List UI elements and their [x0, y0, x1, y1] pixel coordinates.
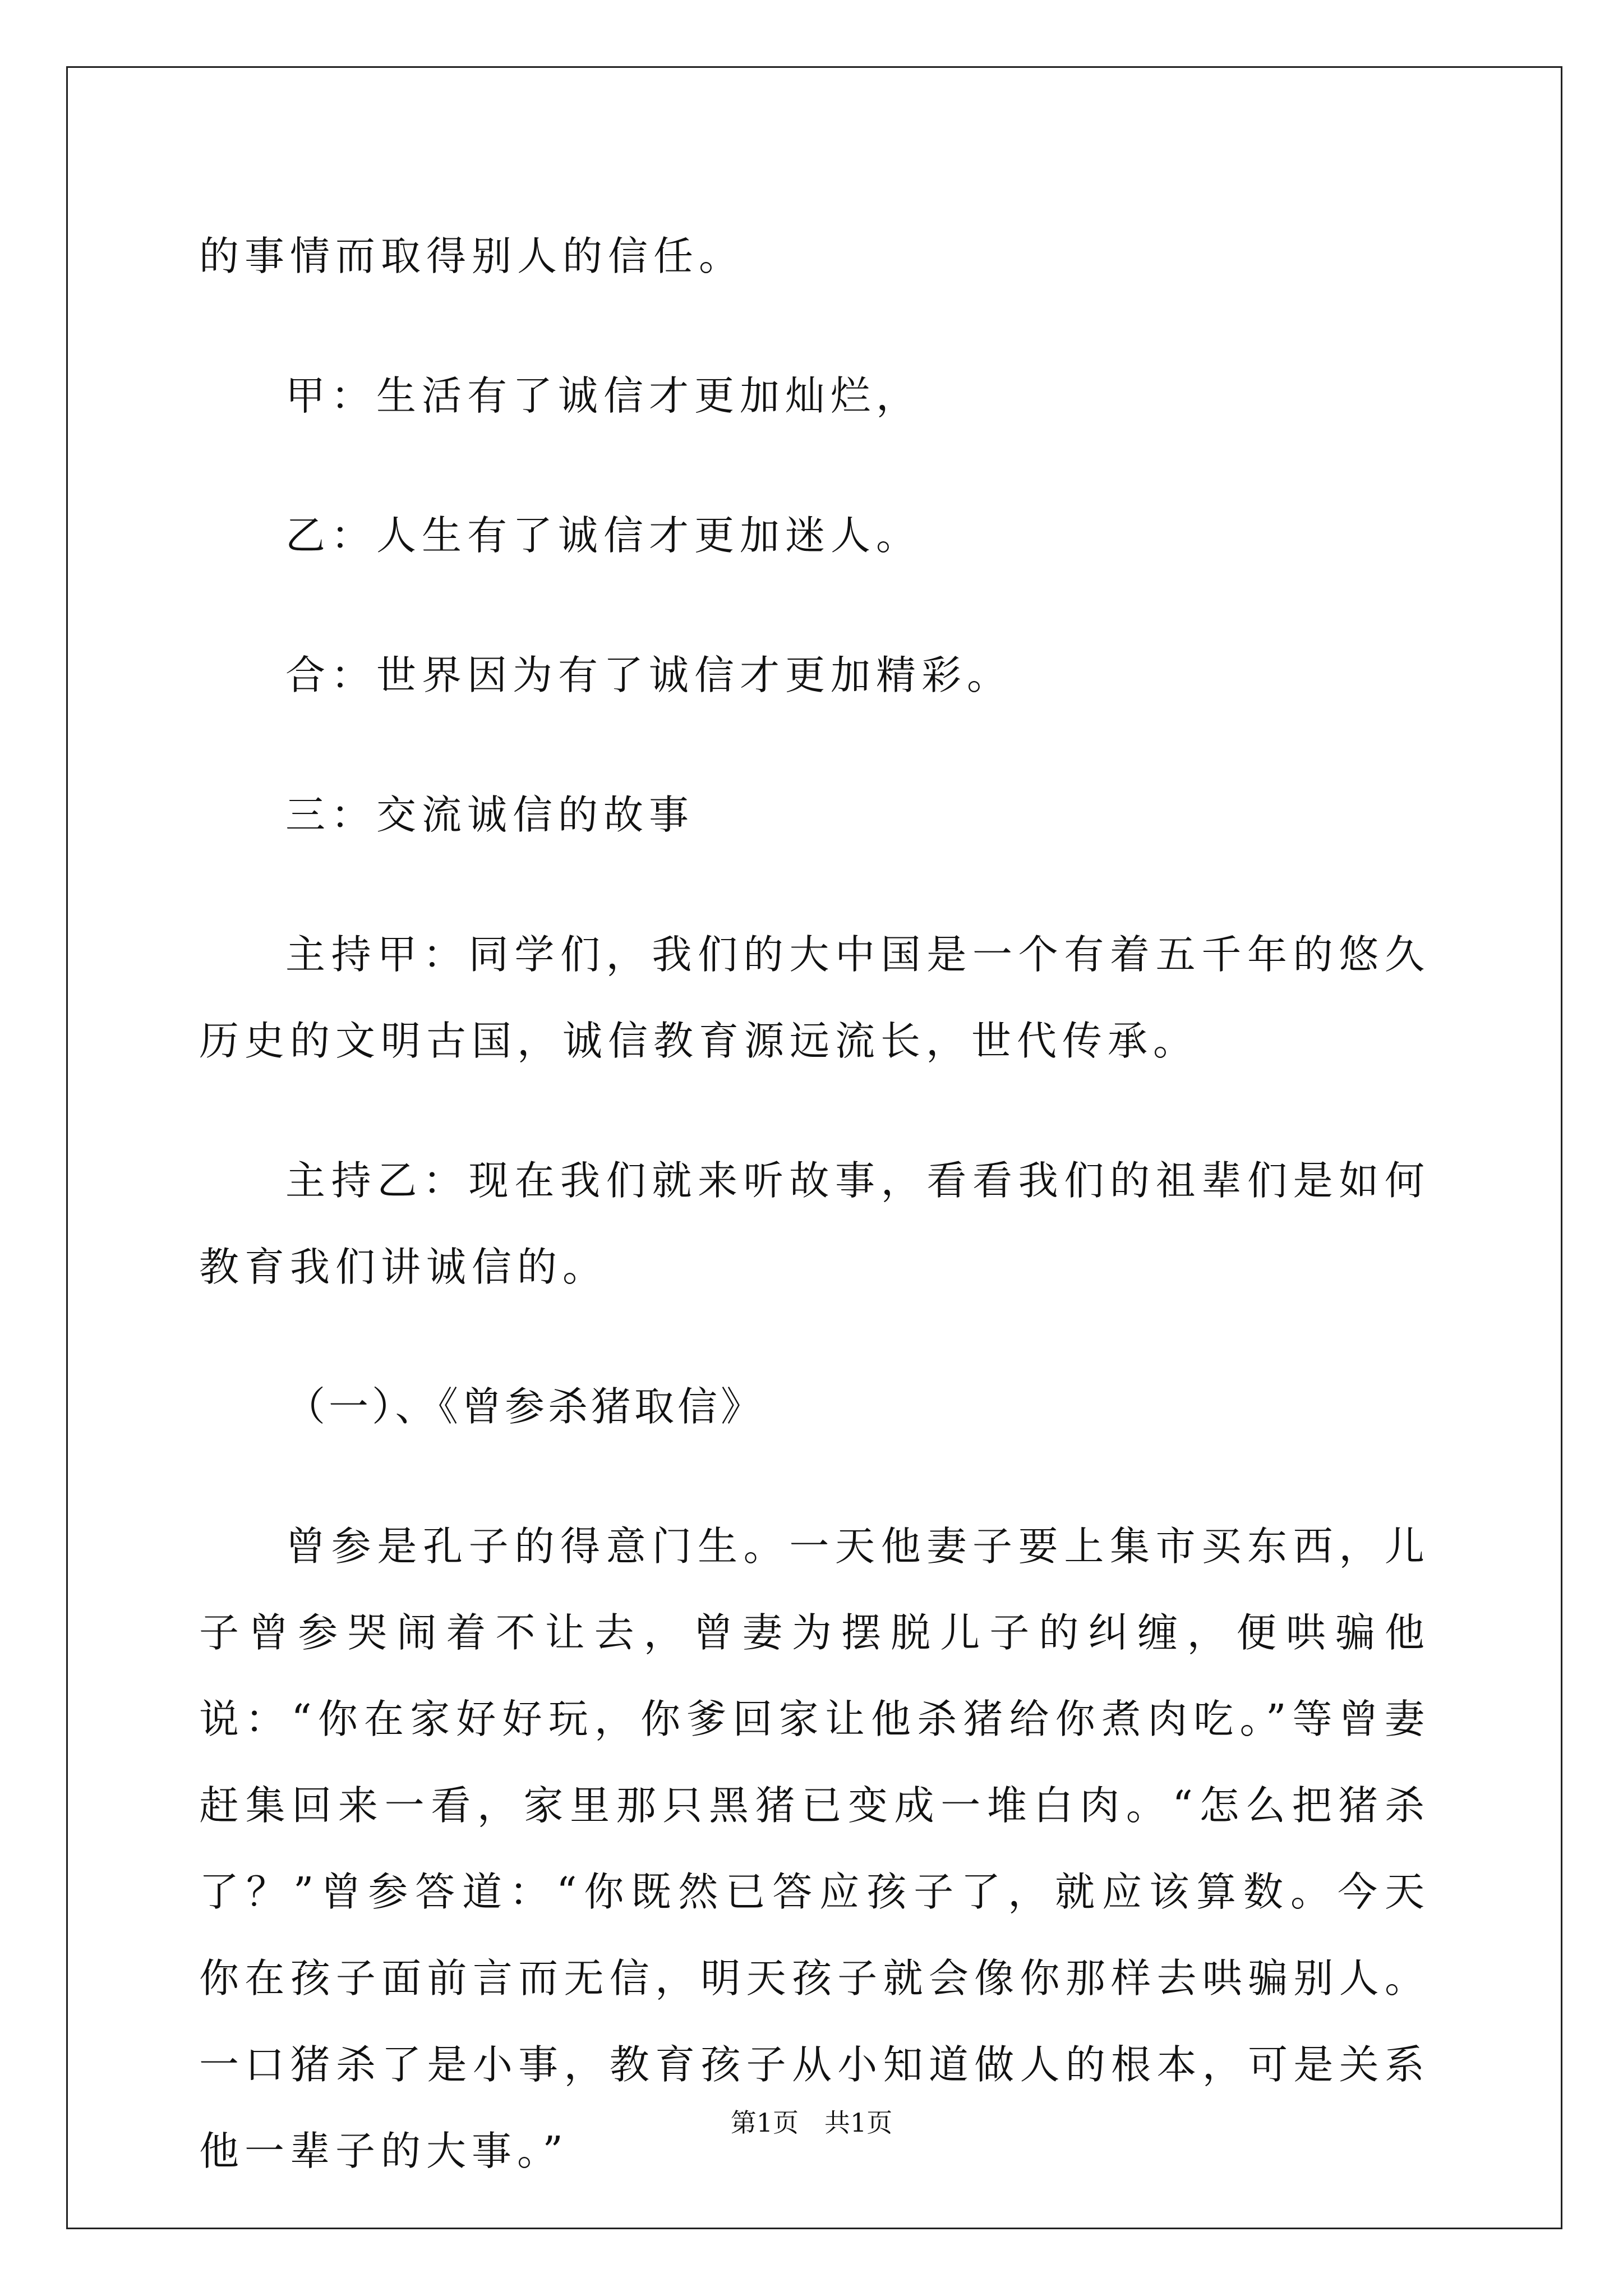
paragraph-3: 乙：人生有了诚信才更加迷人。	[285, 512, 922, 559]
page-number: 第1页	[730, 2108, 799, 2138]
paragraph-5: 主持甲：同学们，我们的大中国是一个有着五千年的悠久历史的文明古国，诚信教育源远流长，世代传承。	[199, 931, 1430, 1064]
page-footer	[0, 2102, 1623, 2139]
paragraph-4: 合：世界因为有了诚信才更加精彩。	[285, 652, 1013, 698]
paragraph-2: 甲：生活有了诚信才更加灿烂，	[285, 372, 922, 419]
page-total: 共1页	[824, 2108, 893, 2138]
paragraph-1: 的事情而取得别人的信任。	[199, 233, 745, 279]
paragraph-6: 主持乙：现在我们就来听故事，看看我们的祖辈们是如何教育我们讲诚信的。	[199, 1157, 1430, 1290]
story-title: （一）、《曾参杀猪取信》	[285, 1383, 764, 1430]
document-body	[199, 213, 1430, 2248]
section-heading: 三：交流诚信的故事	[285, 792, 695, 838]
story-paragraph: 曾参是孔子的得意门生。一天他妻子要上集市买东西，儿子曾参哭闹着不让去，曾妻为摆脱儿子的纠缠，便哄骗他说：“你在家好好玩，你爹回家让他杀猪给你煮肉吃。”等曾妻赶集回来一看，家里那只黑猪已变成一堆白肉。“怎么把猪杀了？”曾参答道：“你既然已答应孩子了，就应该算数。今天你在孩子面前言而无信，明天孩子就会像你那样去哄骗别人。一口猪杀了是小事，教育孩子从小知道做人的根本，可是关系他一辈子的大事。”	[199, 1523, 1430, 2174]
